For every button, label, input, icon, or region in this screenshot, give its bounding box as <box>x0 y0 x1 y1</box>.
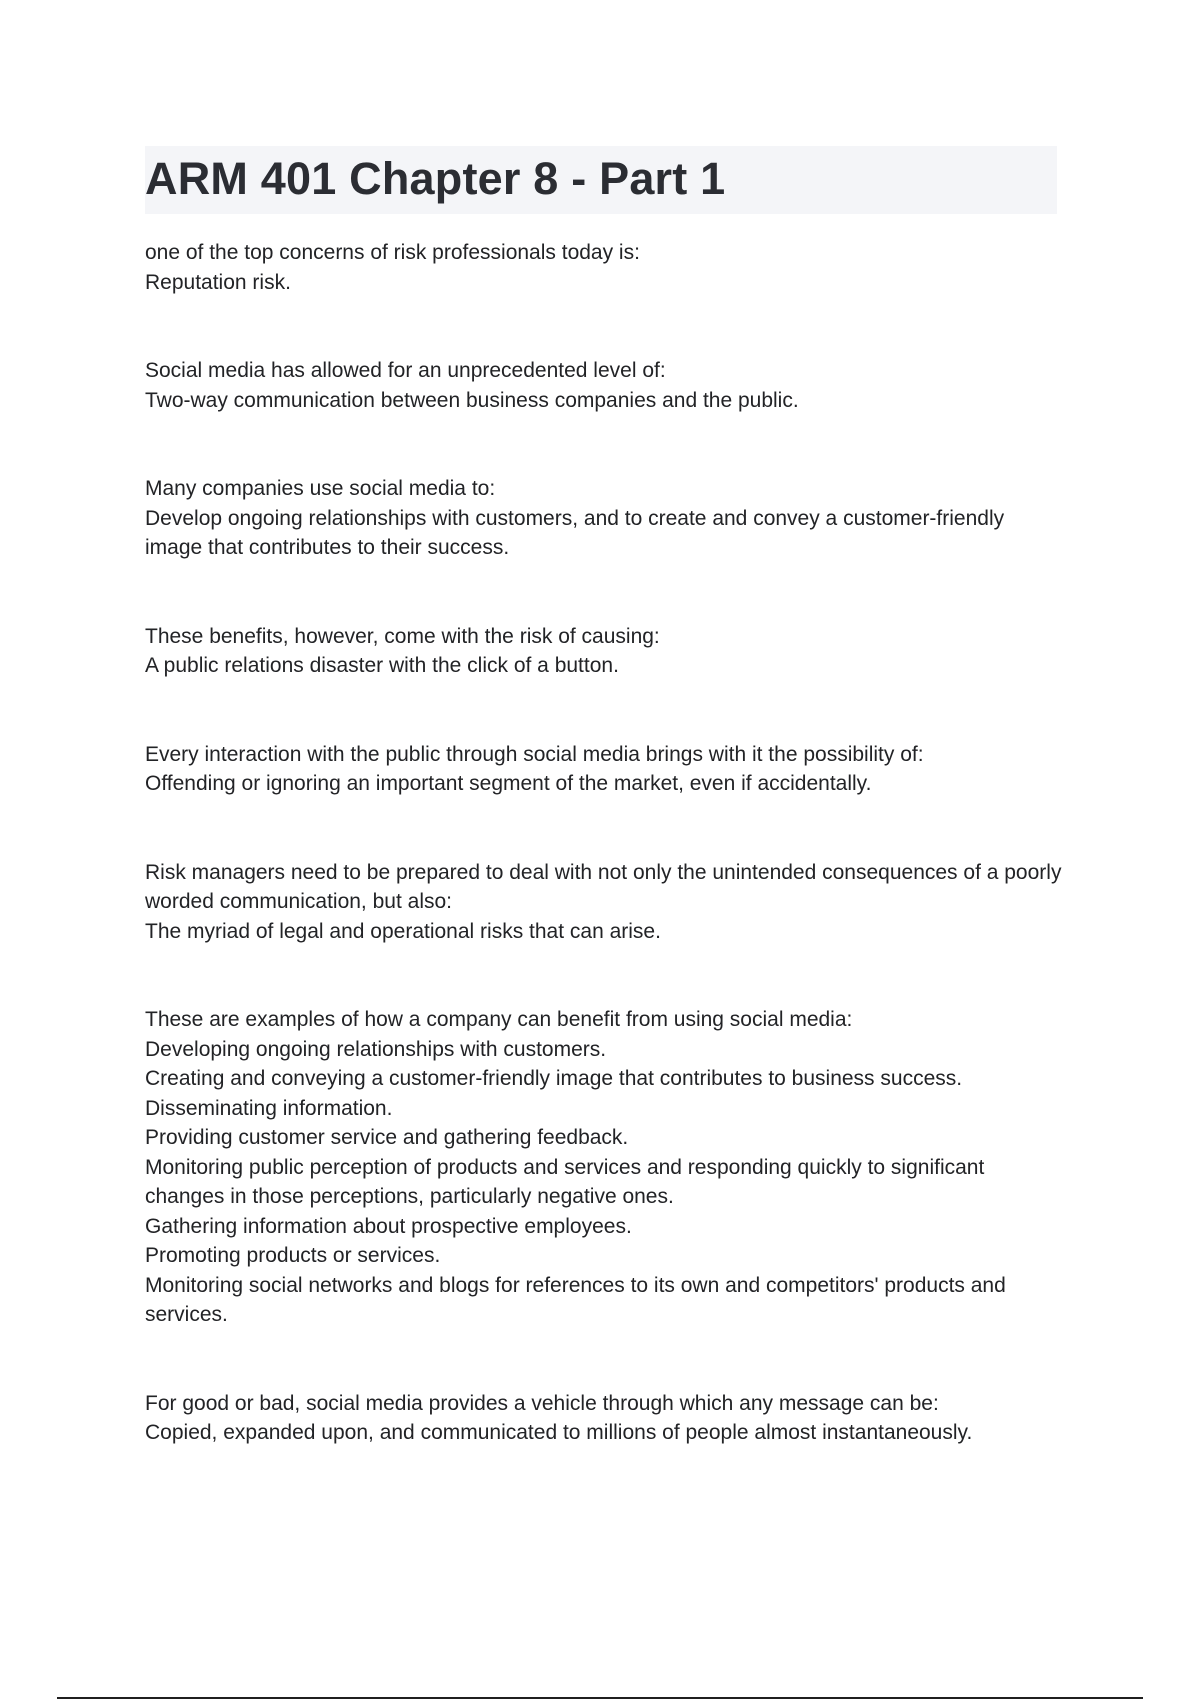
question-text: Risk managers need to be prepared to deal with not only the unintended consequences of a poorly worded communication, but also: <box>145 860 1062 913</box>
answer-text: Monitoring public perception of products and services and responding quickly to significant changes in those perceptions, particularly negative ones. <box>145 1155 985 1208</box>
question-text: Social media has allowed for an unprecedented level of: <box>145 359 666 382</box>
question-text: one of the top concerns of risk professionals today is: <box>145 241 640 264</box>
question-text: For good or bad, social media provides a vehicle through which any message can be: <box>145 1391 939 1415</box>
answer-text: Promoting products or services. <box>145 1244 441 1267</box>
qa-item <box>145 740 1065 799</box>
answer-text: The myriad of legal and operational risks that can arise. <box>145 919 661 943</box>
answer-text: A public relations disaster with the click of a button. <box>145 654 619 677</box>
qa-item <box>145 474 1065 563</box>
question-text: Many companies use social media to: <box>145 477 496 500</box>
answer-block <box>145 917 1065 947</box>
question-text: These benefits, however, come with the risk of causing: <box>145 624 660 648</box>
question-text: These are examples of how a company can benefit from using social media: <box>145 1008 853 1031</box>
question-text: Every interaction with the public through social media brings with it the possibility of: <box>145 742 924 766</box>
answer-block <box>145 1418 1065 1448</box>
qa-list <box>145 238 1065 1507</box>
answer-text: Creating and conveying a customer-friendly image that contributes to business success. <box>145 1067 963 1090</box>
footer-divider <box>57 1697 1143 1699</box>
answer-text: Disseminating information. <box>145 1096 393 1120</box>
qa-item <box>145 622 1065 681</box>
answer-text: Reputation risk. <box>145 270 291 294</box>
answer-text: Developing ongoing relationships with customers. <box>145 1037 607 1061</box>
qa-item <box>145 356 1065 415</box>
answer-text: Offending or ignoring an important segment of the market, even if accidentally. <box>145 772 872 795</box>
qa-item <box>145 238 1065 297</box>
answer-text: Providing customer service and gathering feedback. <box>145 1126 629 1149</box>
answer-text: Gathering information about prospective employees. <box>145 1214 632 1238</box>
qa-item <box>145 858 1065 947</box>
answer-block <box>145 651 1065 681</box>
answer-text: Two-way communication between business companies and the public. <box>145 388 799 412</box>
page-title: ARM 401 Chapter 8 - Part 1 <box>145 153 726 204</box>
answer-text: Monitoring social networks and blogs for references to its own and competitors' products and services. <box>145 1273 1006 1326</box>
qa-item <box>145 1389 1065 1448</box>
answer-block <box>145 769 1065 799</box>
answer-block <box>145 504 1065 563</box>
qa-item <box>145 1005 1065 1330</box>
answer-text: Develop ongoing relationships with customers, and to create and convey a customer-friendly image that contributes to their success. <box>145 506 1005 559</box>
answer-text: Copied, expanded upon, and communicated to millions of people almost instantaneously. <box>145 1421 973 1444</box>
answer-block <box>145 1035 1065 1330</box>
title-banner <box>145 146 1057 214</box>
answer-block <box>145 386 1065 416</box>
answer-block <box>145 268 1065 298</box>
